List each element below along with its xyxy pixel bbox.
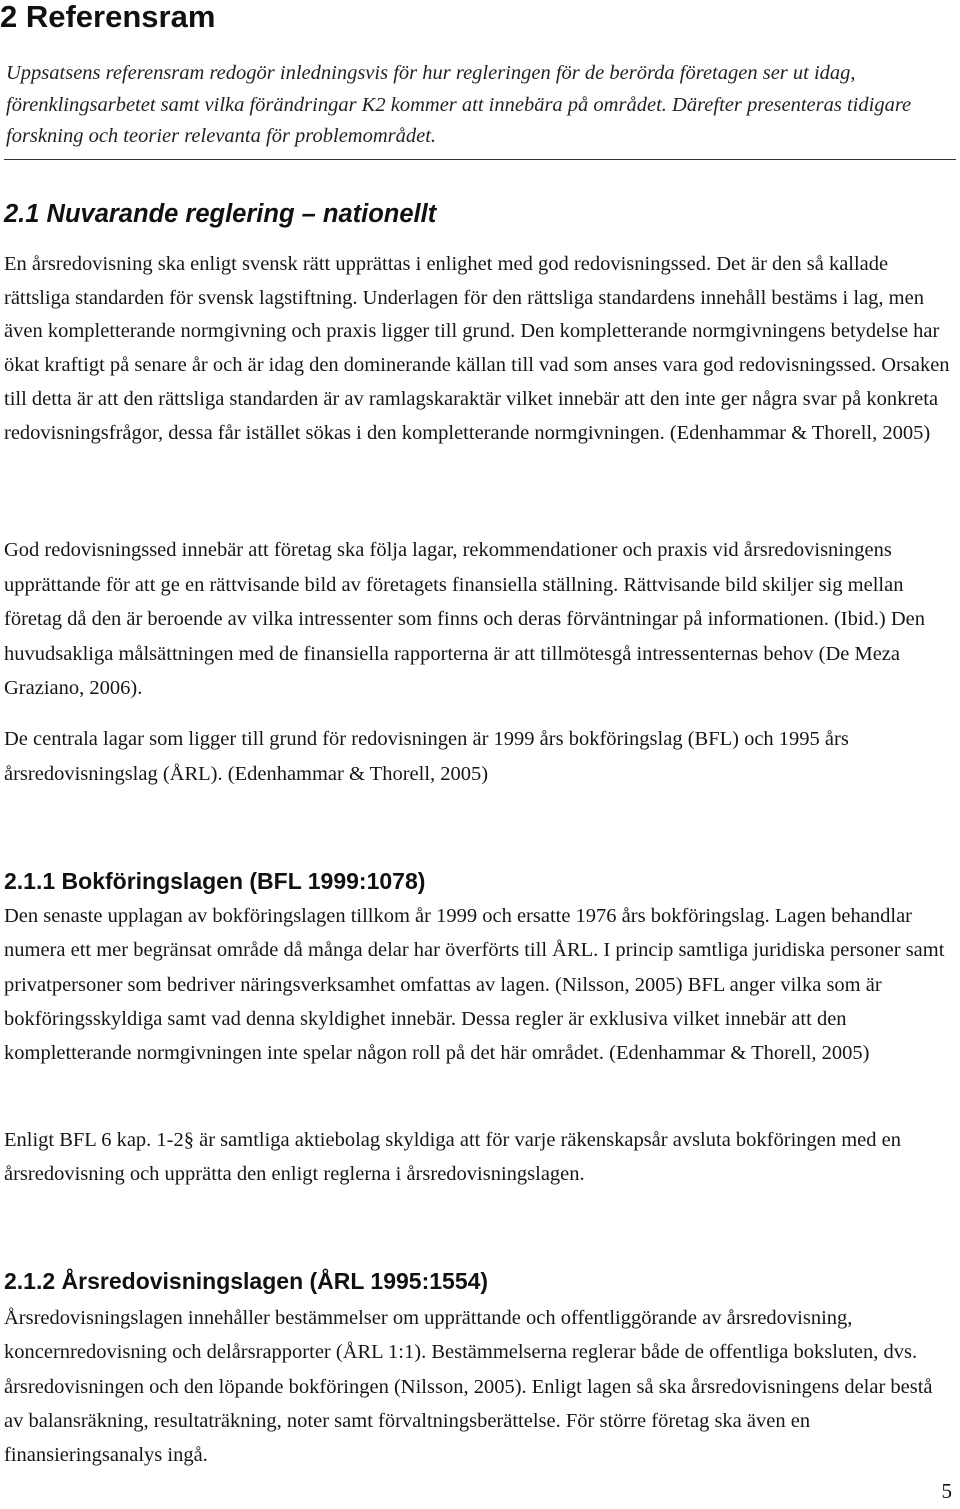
paragraph-2-1-a: En årsredovisning ska enligt svensk rätt upprättas i enlighet med god redovisningssed. Det är den så kallade rättsliga standarden för svensk lagstiftning. Underlagen för den rättsliga standardens innehåll bestäms i lag, men även kompletterande normgivning och praxis ligger till grund. Den kompletterande normgivningens betydelse har ökat kraftigt på senare år och är idag den dominerande källan till vad som anses vara god redovisningssed. Orsaken till detta är att den rättsliga standarden är av ramlagskaraktär vilket innebär att den inte ger några svar på konkreta redovisningsfrågor, dessa får istället sökas i den kompletterande normgivningen. (Edenhammar & Thorell, 2005) (4, 253, 950, 444)
section-heading-2-1-1: 2.1.1 Bokföringslagen (BFL 1999:1078) (4, 868, 426, 894)
section-heading-2-1-2: 2.1.2 Årsredovisningslagen (ÅRL 1995:1554) (4, 1268, 489, 1294)
paragraph-2-1-1-b: Enligt BFL 6 kap. 1-2§ är samtliga aktiebolag skyldiga att för varje räkenskapsår avsluta bokföringen med en årsredovisning och upprätta den enligt reglerna i årsredovisningslagen. (4, 1129, 902, 1186)
chapter-intro: Uppsatsens referensram redogör inledningsvis för hur regleringen för de berörda företagen ser ut idag, förenklingsarbetet samt vilka förändringar K2 kommer att innebära på området. Därefter presenteras tidigare forskning och teorier relevanta för problemområdet. (6, 62, 912, 147)
paragraph-2-1-2-a: Årsredovisningslagen innehåller bestämmelser om upprättande och offentliggörande av årsredovisning, koncernredovisning och delårsrapporter (ÅRL 1:1). Bestämmelserna reglerar både de offentliga boksluten, dvs. årsredovisningen och den löpande bokföringen (Nilsson, 2005). Enligt lagen så ska årsredovisningens delar bestå av balansräkning, resultaträkning, noter samt förvaltningsberättelse. För större företag ska även en finansieringsanalys ingå. (4, 1307, 933, 1467)
paragraph-2-1-b: God redovisningssed innebär att företag ska följa lagar, rekommendationer och praxis vid årsredovisningens upprättande för att ge en rättvisande bild av företagets finansiella ställning. Rättvisande bild skiljer sig mellan företag då den är beroende av vilka intressenter som finns och deras förväntningar på informationen. (Ibid.) Den huvudsakliga målsättningen med de finansiella rapporterna är att tillmötesgå intressenternas behov (De Meza Graziano, 2006). (4, 539, 926, 699)
intro-divider (4, 159, 956, 160)
chapter-heading: 2 Referensram (0, 0, 216, 34)
page-number: 5 (941, 1479, 952, 1503)
paragraph-2-1-1-a: Den senaste upplagan av bokföringslagen tillkom år 1999 och ersatte 1976 års bokföringslag. Lagen behandlar numera ett mer begränsat område då många delar har överförts till ÅRL. I princip samtliga juridiska personer samt privatpersoner som bedriver näringsverksamhet omfattas av lagen. (Nilsson, 2005) BFL anger vilka som är bokföringsskyldiga samt vad denna skyldighet innebär. Dessa regler är exklusiva vilket innebär att den kompletterande normgivningen inte spelar någon roll på det här området. (Edenhammar & Thorell, 2005) (4, 905, 945, 1065)
paragraph-2-1-c: De centrala lagar som ligger till grund för redovisningen är 1999 års bokföringslag (BFL) och 1995 års årsredovisningslag (ÅRL). (Edenhammar & Thorell, 2005) (4, 728, 849, 785)
section-heading-2-1: 2.1 Nuvarande reglering – nationellt (4, 200, 437, 228)
